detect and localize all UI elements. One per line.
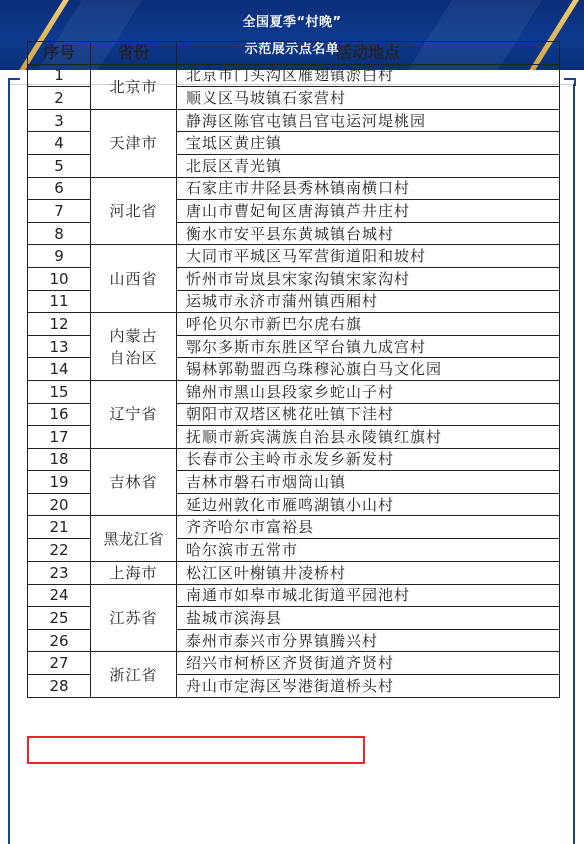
province-cell: 天津市	[91, 109, 177, 177]
highlight-box	[27, 736, 365, 764]
table-row	[28, 177, 560, 200]
location-cell: 北辰区青光镇	[177, 154, 560, 177]
province-cell: 北京市	[91, 64, 177, 109]
location-cell: 运城市永济市蒲州镇西厢村	[177, 290, 560, 313]
venue-list-table	[27, 41, 560, 698]
row-number: 6	[28, 177, 91, 200]
province-cell: 辽宁省	[91, 380, 177, 448]
row-number: 24	[28, 584, 91, 607]
location-cell: 静海区陈官屯镇吕官屯运河堤桃园	[177, 109, 560, 132]
location-cell: 松江区叶榭镇井凌桥村	[177, 561, 560, 584]
location-cell: 长春市公主岭市永发乡新发村	[177, 448, 560, 471]
location-cell: 锦州市黑山县段家乡蛇山子村	[177, 380, 560, 403]
province-cell: 江苏省	[91, 584, 177, 652]
province-cell: 河北省	[91, 177, 177, 245]
row-number: 3	[28, 109, 91, 132]
row-number: 18	[28, 448, 91, 471]
row-number: 28	[28, 675, 91, 698]
row-number: 2	[28, 87, 91, 110]
table-row	[28, 380, 560, 403]
row-number: 5	[28, 154, 91, 177]
location-cell: 北京市门头沟区雁翅镇淤白村	[177, 64, 560, 87]
row-number: 20	[28, 493, 91, 516]
row-number: 25	[28, 607, 91, 630]
province-cell: 山西省	[91, 245, 177, 313]
row-number: 7	[28, 200, 91, 223]
column-header-province: 省份	[91, 42, 177, 65]
row-number: 21	[28, 516, 91, 539]
location-cell: 呼伦贝尔市新巴尔虎右旗	[177, 313, 560, 336]
row-number: 19	[28, 471, 91, 494]
province-cell: 浙江省	[91, 652, 177, 697]
location-cell: 延边州敦化市雁鸣湖镇小山村	[177, 493, 560, 516]
location-cell: 吉林市磐石市烟筒山镇	[177, 471, 560, 494]
province-cell: 上海市	[91, 561, 177, 584]
row-number: 16	[28, 403, 91, 426]
row-number: 8	[28, 222, 91, 245]
row-number: 4	[28, 132, 91, 155]
location-cell: 顺义区马坡镇石家营村	[177, 87, 560, 110]
location-cell: 唐山市曹妃甸区唐海镇芦井庄村	[177, 200, 560, 223]
frame-left-edge	[8, 84, 10, 844]
row-number: 14	[28, 358, 91, 381]
row-number: 1	[28, 64, 91, 87]
row-number: 10	[28, 267, 91, 290]
table-row	[28, 652, 560, 675]
location-cell: 石家庄市井陉县秀林镇南横口村	[177, 177, 560, 200]
column-header-location: 活动地点	[177, 42, 560, 65]
row-number: 23	[28, 561, 91, 584]
row-number: 12	[28, 313, 91, 336]
row-number: 13	[28, 335, 91, 358]
location-cell: 鄂尔多斯市东胜区罕台镇九成宫村	[177, 335, 560, 358]
location-cell: 忻州市岢岚县宋家沟镇宋家沟村	[177, 267, 560, 290]
province-cell: 内蒙古自治区	[91, 313, 177, 381]
location-cell: 宝坻区黄庄镇	[177, 132, 560, 155]
province-cell: 吉林省	[91, 448, 177, 516]
table-row	[28, 109, 560, 132]
row-number: 22	[28, 539, 91, 562]
row-number: 11	[28, 290, 91, 313]
row-number: 9	[28, 245, 91, 268]
table-row	[28, 64, 560, 87]
page-title: 全国夏季“村晚”	[242, 15, 342, 30]
row-number: 26	[28, 629, 91, 652]
location-cell: 大同市平城区马军营街道阳和坡村	[177, 245, 560, 268]
column-header-number: 序号	[28, 42, 91, 65]
row-number: 17	[28, 426, 91, 449]
location-cell: 衡水市安平县东黄城镇台城村	[177, 222, 560, 245]
location-cell: 齐齐哈尔市富裕县	[177, 516, 560, 539]
location-cell: 哈尔滨市五常市	[177, 539, 560, 562]
location-cell: 泰州市泰兴市分界镇腾兴村	[177, 629, 560, 652]
table-row	[28, 516, 560, 539]
row-number: 15	[28, 380, 91, 403]
location-cell: 南通市如皋市城北街道平园池村	[177, 584, 560, 607]
location-cell: 盐城市滨海县	[177, 607, 560, 630]
location-cell: 抚顺市新宾满族自治县永陵镇红旗村	[177, 426, 560, 449]
table-row	[28, 448, 560, 471]
location-cell: 绍兴市柯桥区齐贤街道齐贤村	[177, 652, 560, 675]
table-row	[28, 561, 560, 584]
table-header-row	[28, 42, 560, 65]
location-cell: 朝阳市双塔区桃花吐镇下洼村	[177, 403, 560, 426]
table-row	[28, 245, 560, 268]
location-cell: 舟山市定海区岑港街道桥头村	[177, 675, 560, 698]
location-cell: 锡林郭勒盟西乌珠穆沁旗白马文化园	[177, 358, 560, 381]
row-number: 27	[28, 652, 91, 675]
table-row	[28, 584, 560, 607]
frame-right-edge	[573, 84, 575, 844]
page-subtitle: 示范展示点名单	[244, 42, 340, 57]
table-row	[28, 313, 560, 336]
province-cell: 黑龙江省	[91, 516, 177, 561]
